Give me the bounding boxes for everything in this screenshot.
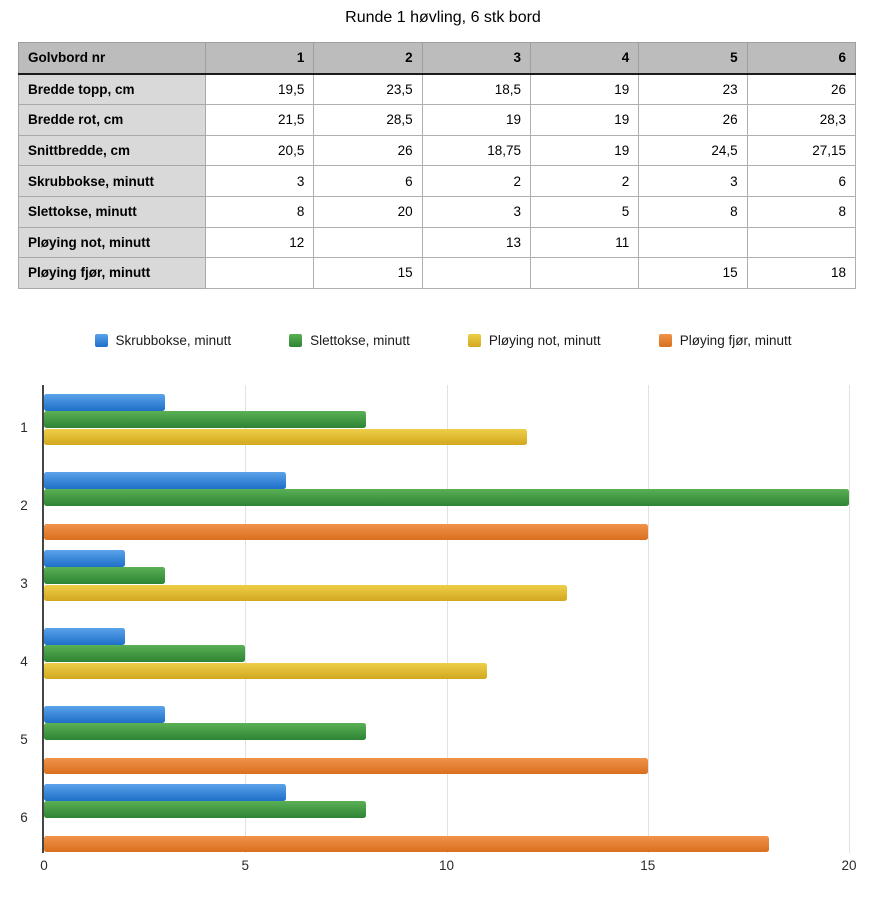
table-cell: 15	[639, 258, 747, 289]
legend-label: Pløying fjør, minutt	[679, 333, 792, 348]
data-table	[18, 42, 856, 289]
column-header: 1	[206, 43, 314, 74]
bar-group-3	[44, 541, 849, 619]
table-header-row	[19, 43, 856, 74]
table-cell: 20	[314, 196, 422, 227]
table-cell: 13	[422, 227, 530, 258]
table-cell: 28,5	[314, 105, 422, 136]
table-cell: 27,15	[747, 135, 855, 166]
bar-skrubbokse-minutt-board-6	[44, 784, 286, 801]
table-cell: 11	[530, 227, 638, 258]
table-body	[19, 74, 856, 289]
table-cell	[206, 258, 314, 289]
bar-slettokse-minutt-board-4	[44, 645, 245, 662]
row-label: Bredde rot, cm	[19, 105, 206, 136]
bar-skrubbokse-minutt-board-3	[44, 550, 125, 567]
table-cell: 23	[639, 74, 747, 105]
legend-label: Slettokse, minutt	[310, 333, 410, 348]
legend-item-pl-ying-not-minutt	[468, 333, 601, 348]
table-header	[19, 43, 856, 74]
table-cell: 3	[206, 166, 314, 197]
table-cell: 26	[639, 105, 747, 136]
table-row	[19, 196, 856, 227]
table-row	[19, 74, 856, 105]
x-axis-label-5: 5	[241, 858, 250, 873]
bar-slettokse-minutt-board-5	[44, 723, 366, 740]
table-row	[19, 105, 856, 136]
legend-label: Skrubbokse, minutt	[115, 333, 232, 348]
bar-group-2	[44, 463, 849, 541]
table-cell: 20,5	[206, 135, 314, 166]
x-axis-label-20: 20	[841, 858, 857, 873]
table-cell: 19	[530, 74, 638, 105]
bar-pl-ying-fj-r-minutt-board-2	[44, 524, 648, 541]
legend-label: Pløying not, minutt	[488, 333, 601, 348]
y-axis-label-1: 1	[20, 420, 28, 435]
legend-swatch-pl-ying-not-minutt	[468, 334, 481, 347]
bar-group-6	[44, 775, 849, 853]
table-cell: 26	[314, 135, 422, 166]
bar-chart	[0, 385, 886, 890]
legend-swatch-slettokse-minutt	[289, 334, 302, 347]
bar-group-4	[44, 619, 849, 697]
table-cell: 6	[747, 166, 855, 197]
table-cell	[422, 258, 530, 289]
table-cell	[314, 227, 422, 258]
bar-skrubbokse-minutt-board-4	[44, 628, 125, 645]
table-cell	[530, 258, 638, 289]
legend-swatch-skrubbokse-minutt	[95, 334, 108, 347]
table-cell: 18,75	[422, 135, 530, 166]
table-cell: 19	[530, 105, 638, 136]
row-label: Slettokse, minutt	[19, 196, 206, 227]
legend-item-slettokse-minutt	[289, 333, 410, 348]
y-axis-label-3: 3	[20, 576, 28, 591]
table-cell: 2	[422, 166, 530, 197]
column-header: 6	[747, 43, 855, 74]
table-cell: 24,5	[639, 135, 747, 166]
bar-skrubbokse-minutt-board-5	[44, 706, 165, 723]
table-cell: 19	[530, 135, 638, 166]
y-axis-label-2: 2	[20, 498, 28, 513]
table-cell: 26	[747, 74, 855, 105]
x-axis-label-10: 10	[438, 858, 455, 873]
row-label: Skrubbokse, minutt	[19, 166, 206, 197]
bar-pl-ying-fj-r-minutt-board-6	[44, 836, 769, 853]
table-cell: 8	[747, 196, 855, 227]
table-cell: 19	[422, 105, 530, 136]
x-axis-label-15: 15	[640, 858, 656, 873]
table-cell	[639, 227, 747, 258]
table-corner-label: Golvbord nr	[19, 43, 206, 74]
gridline-20	[849, 385, 850, 853]
column-header: 2	[314, 43, 422, 74]
table-cell: 21,5	[206, 105, 314, 136]
table-cell: 19,5	[206, 74, 314, 105]
column-header: 3	[422, 43, 530, 74]
table-row	[19, 166, 856, 197]
bar-slettokse-minutt-board-2	[44, 489, 849, 506]
table-cell: 2	[530, 166, 638, 197]
table-cell: 3	[422, 196, 530, 227]
bar-pl-ying-not-minutt-board-1	[44, 429, 527, 446]
bar-skrubbokse-minutt-board-1	[44, 394, 165, 411]
table-cell: 18	[747, 258, 855, 289]
table-cell: 18,5	[422, 74, 530, 105]
table-cell: 8	[206, 196, 314, 227]
table-cell: 8	[639, 196, 747, 227]
legend-item-skrubbokse-minutt	[95, 333, 232, 348]
bar-slettokse-minutt-board-3	[44, 567, 165, 584]
column-header: 4	[530, 43, 638, 74]
row-label: Pløying fjør, minutt	[19, 258, 206, 289]
table-cell	[747, 227, 855, 258]
legend-item-pl-ying-fj-r-minutt	[659, 333, 792, 348]
y-axis-label-4: 4	[20, 654, 28, 669]
table-row	[19, 258, 856, 289]
x-axis-label-0: 0	[40, 858, 48, 873]
table-cell: 12	[206, 227, 314, 258]
legend-swatch-pl-ying-fj-r-minutt	[659, 334, 672, 347]
table-cell: 3	[639, 166, 747, 197]
table-cell: 6	[314, 166, 422, 197]
bar-slettokse-minutt-board-1	[44, 411, 366, 428]
chart-title: Runde 1 høvling, 6 stk bord	[345, 9, 541, 26]
bar-pl-ying-not-minutt-board-3	[44, 585, 567, 602]
legend	[0, 333, 886, 348]
bar-skrubbokse-minutt-board-2	[44, 472, 286, 489]
table-row	[19, 135, 856, 166]
bar-slettokse-minutt-board-6	[44, 801, 366, 818]
bar-group-1	[44, 385, 849, 463]
plot-area	[42, 385, 849, 853]
row-label: Bredde topp, cm	[19, 74, 206, 105]
column-header: 5	[639, 43, 747, 74]
table-row	[19, 227, 856, 258]
table-cell: 23,5	[314, 74, 422, 105]
row-label: Pløying not, minutt	[19, 227, 206, 258]
table-cell: 28,3	[747, 105, 855, 136]
y-axis-label-6: 6	[20, 810, 28, 825]
table-cell: 15	[314, 258, 422, 289]
bar-group-5	[44, 697, 849, 775]
y-axis-label-5: 5	[20, 732, 28, 747]
bar-pl-ying-fj-r-minutt-board-5	[44, 758, 648, 775]
row-label: Snittbredde, cm	[19, 135, 206, 166]
bar-pl-ying-not-minutt-board-4	[44, 663, 487, 680]
table-cell: 5	[530, 196, 638, 227]
